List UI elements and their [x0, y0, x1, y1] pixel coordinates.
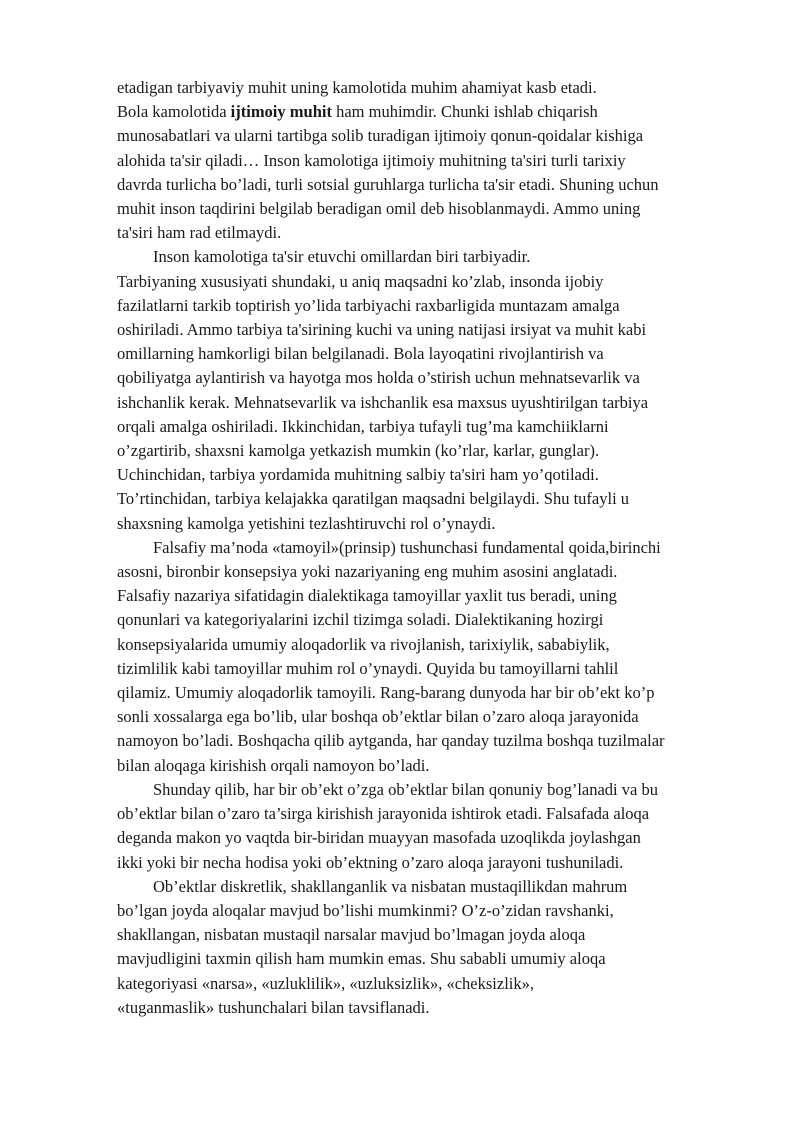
text-line: kategoriyasi «narsa», «uzluklilik», «uzluksizlik», «cheksizlik»,: [117, 973, 534, 993]
text-line: ishchanlik kerak. Mehnatsevarlik va ishchanlik esa maxsus uyushtirilgan tarbiya: [117, 392, 649, 412]
paragraph-5: [117, 536, 742, 778]
text-run: ham muhimdir. Chunki ishlab chiqarish: [331, 102, 598, 122]
text-line: fazilatlarni tarkib toptirish yo’lida tarbiyachi raxbarligida muntazam amalga: [117, 295, 620, 315]
text-line: muhit inson taqdirini belgilab beradigan omil deb hisoblanmaydi. Ammo uning: [117, 199, 641, 219]
text-line: qobiliyatga aylantirish va hayotga mos holda o’stirish uchun mehnatsevarlik va: [117, 368, 640, 388]
text-line: shaxsning kamolga yetishini tezlashtiruvchi rol o’ynaydi.: [117, 513, 496, 533]
text-line: ikki yoki bir necha hodisa yoki ob’ektning o’zaro aloqa jarayoni tushuniladi.: [117, 852, 624, 872]
text-line: Tarbiyaning xususiyati shundaki, u aniq maqsadni ko’zlab, insonda ijobiy: [117, 271, 604, 291]
text-line: ob’ektlar bilan o’zaro ta’sirga kirishish jarayonida ishtirok etadi. Falsafada aloqa: [117, 804, 650, 824]
text-line: alohida ta'sir qiladi… Inson kamolotiga ijtimoiy muhitning ta'siri turli tarixiy: [117, 150, 626, 170]
paragraph-2: [117, 100, 742, 245]
text-line: etadigan tarbiyaviy muhit uning kamolotida muhim ahamiyat kasb etadi.: [117, 78, 597, 97]
paragraph-7: [117, 875, 742, 1020]
document-page: [117, 76, 742, 1020]
text-line: konsepsiyalarida umumiy aloqadorlik va rivojlanish, tarixiylik, sababiylik,: [117, 634, 610, 654]
text-line: bilan aloqaga kirishish orqali namoyon bo’ladi.: [117, 755, 430, 775]
text-line: shakllangan, nisbatan mustaqil narsalar mavjud bo’lmagan joyda aloqa: [117, 925, 586, 945]
text-line: o’zgartirib, shaxsni kamolga yetkazish mumkin (ko’rlar, karlar, gunglar).: [117, 441, 600, 461]
text-line: oshiriladi. Ammo tarbiya ta'sirining kuchi va uning natijasi irsiyat va muhit kabi: [117, 320, 647, 340]
text-line: Ob’ektlar diskretlik, shakllanganlik va nisbatan mustaqillikdan mahrum: [153, 876, 628, 896]
text-line: namoyon bo’ladi. Boshqacha qilib aytganda, har qanday tuzilma boshqa tuzilmalar: [117, 731, 665, 751]
text-line: tizimlilik kabi tamoyillar muhim rol o’ynaydi. Quyida bu tamoyillarni tahlil: [117, 658, 619, 678]
text-line: [117, 100, 742, 124]
text-line: asosni, bironbir konsepsiya yoki nazariyaning eng muhim asosini anglatadi.: [117, 562, 618, 582]
text-line: «tuganmaslik» tushunchalari bilan tavsiflanadi.: [117, 997, 430, 1017]
paragraph-6: [117, 778, 742, 875]
text-line: qonunlari va kategoriyalarini izchil tizimga soladi. Dialektikaning hozirgi: [117, 610, 604, 630]
text-line: ta'siri ham rad etilmaydi.: [117, 223, 282, 243]
text-line: Shunday qilib, har bir ob’ekt o’zga ob’ektlar bilan qonuniy bog’lanadi va bu: [153, 779, 658, 799]
paragraph-4: [117, 270, 742, 536]
text-line: munosabatlari va ularni tartibga solib turadigan ijtimoiy qonun-qoidalar kishiga: [117, 126, 644, 146]
text-line: omillarning hamkorligi bilan belgilanadi. Bola layoqatini rivojlantirish va: [117, 344, 604, 364]
paragraph-3: [117, 245, 742, 269]
text-line: To’rtinchidan, tarbiya kelajakka qaratilgan maqsadni belgilaydi. Shu tufayli u: [117, 489, 630, 509]
bold-term: ijtimoiy muhit: [230, 102, 332, 122]
text-run: Bola kamolotida: [117, 102, 231, 122]
text-line: Falsafiy ma’noda «tamoyil»(prinsip) tushunchasi fundamental qoida,birinchi: [153, 537, 661, 557]
text-line: Falsafiy nazariya sifatidagin dialektikaga tamoyillar yaxlit tus beradi, uning: [117, 586, 617, 606]
text-line: qilamiz. Umumiy aloqadorlik tamoyili. Rang-barang dunyoda har bir ob’ekt ko’p: [117, 683, 655, 703]
text-line: mavjudligini taxmin qilish ham mumkin emas. Shu sababli umumiy aloqa: [117, 949, 606, 969]
text-line: orqali amalga oshiriladi. Ikkinchidan, tarbiya tufayli tug’ma kamchiiklarni: [117, 416, 609, 436]
text-line: deganda makon yo vaqtda bir-biridan muayyan masofada uzoqlikda joylashgan: [117, 828, 641, 848]
text-line: davrda turlicha bo’ladi, turli sotsial guruhlarga turlicha ta'sir etadi. Shuning uchun: [117, 174, 659, 194]
text-line: Inson kamolotiga ta'sir etuvchi omillardan biri tarbiyadir.: [153, 247, 531, 267]
paragraph-1: [117, 76, 742, 100]
text-line: Uchinchidan, tarbiya yordamida muhitning salbiy ta'siri ham yo’qotiladi.: [117, 465, 599, 485]
text-line: sonli xossalarga ega bo’lib, ular boshqa ob’ektlar bilan o’zaro aloqa jarayonida: [117, 707, 639, 727]
text-line: bo’lgan joyda aloqalar mavjud bo’lishi mumkinmi? O’z-o’zidan ravshanki,: [117, 900, 614, 920]
